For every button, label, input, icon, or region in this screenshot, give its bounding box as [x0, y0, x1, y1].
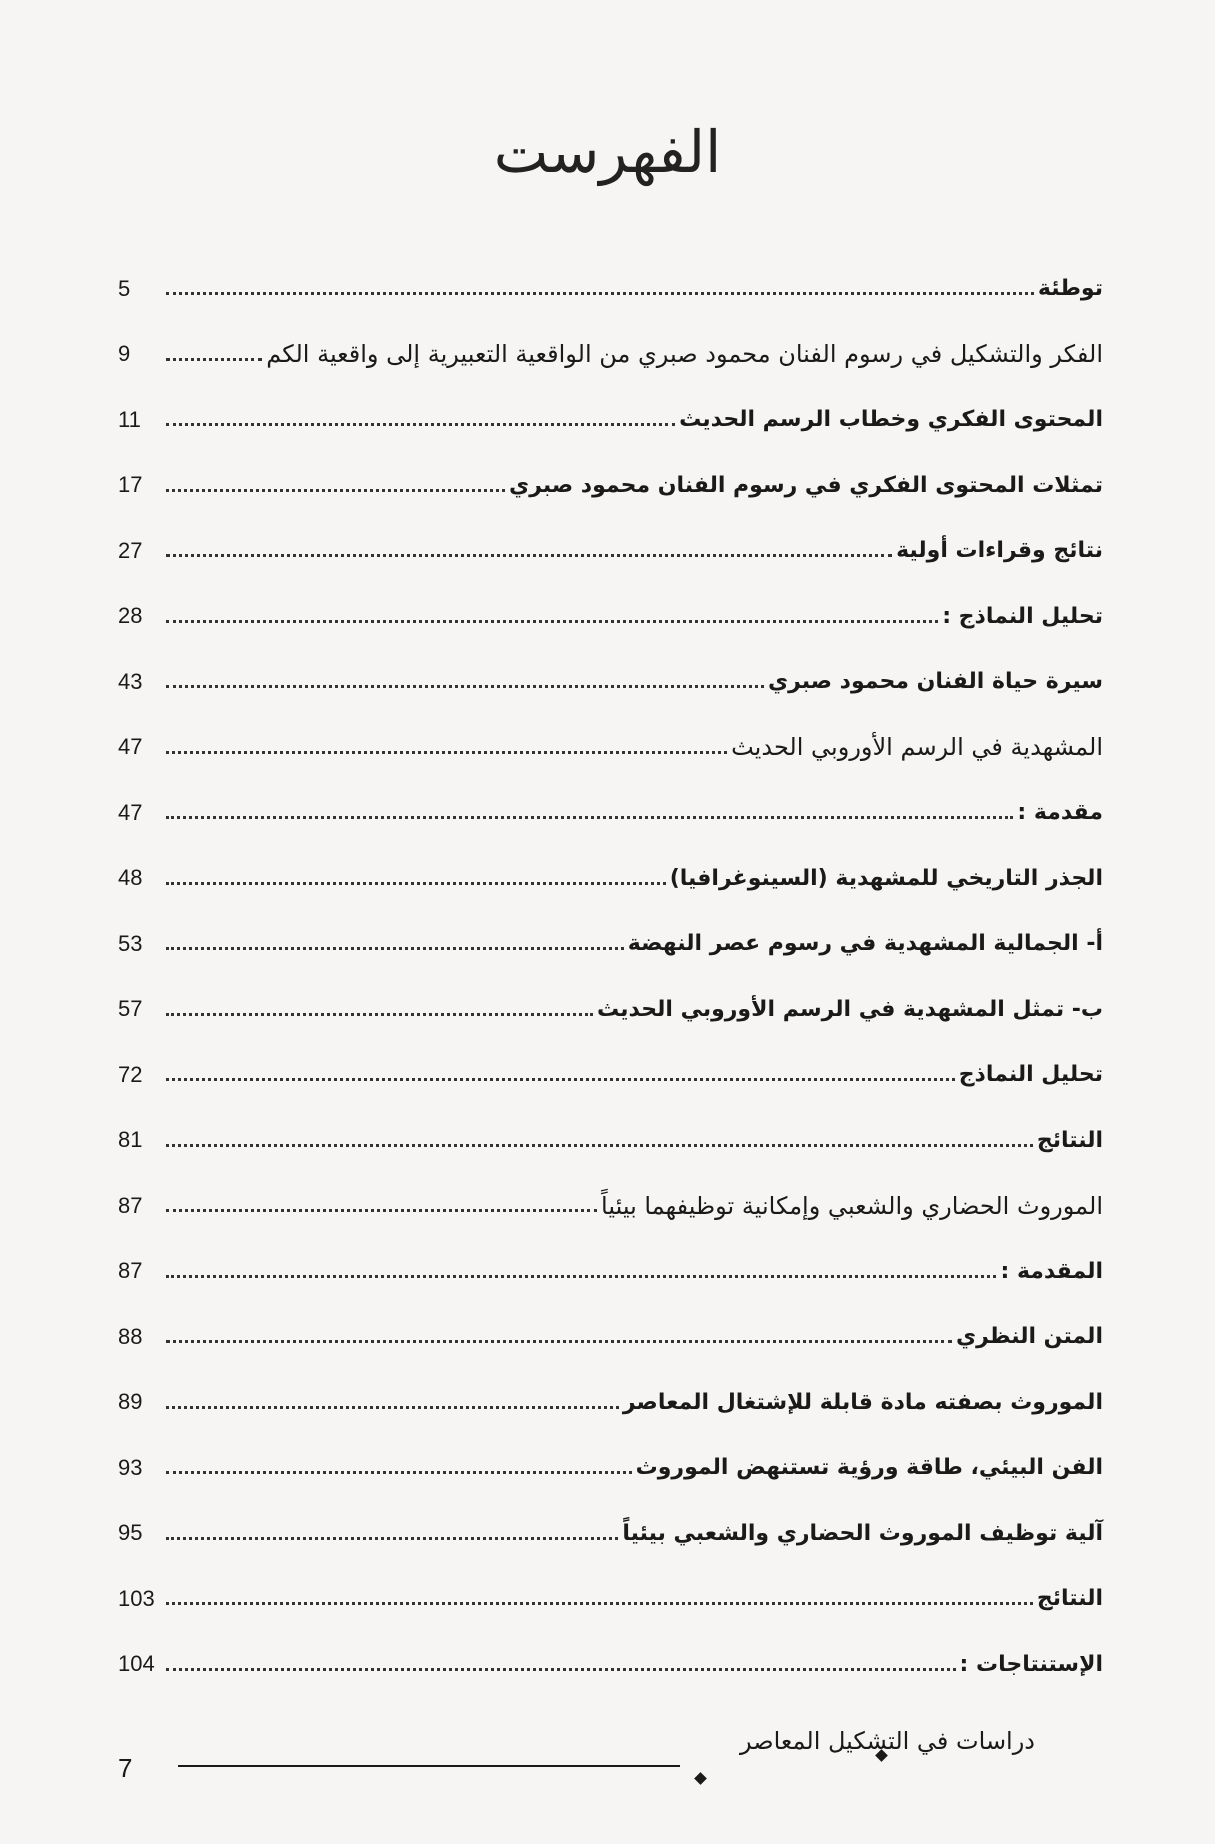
toc-dot-leader — [166, 554, 892, 557]
toc-page-number: 9 — [118, 341, 131, 367]
toc-page-number: 88 — [118, 1323, 143, 1349]
toc-dot-leader — [166, 620, 938, 623]
toc-dot-leader — [166, 423, 675, 426]
toc-page-number: 93 — [118, 1454, 143, 1480]
toc-row — [118, 977, 1103, 1043]
toc-entry-title: المحتوى الفكري وخطاب الرسم الحديث — [679, 407, 1103, 433]
toc-row — [118, 1370, 1103, 1436]
toc-dot-leader — [166, 1406, 619, 1409]
toc-entry-title: المقدمة : — [1000, 1258, 1103, 1284]
toc-page-number: 103 — [118, 1585, 155, 1611]
toc-dot-leader — [166, 1275, 996, 1278]
toc-page-number: 47 — [118, 734, 143, 760]
toc-page-number: 89 — [118, 1389, 143, 1415]
footer — [0, 1727, 1215, 1787]
toc-row — [118, 1173, 1103, 1239]
footer-rule — [178, 1765, 680, 1767]
page-title: الفهرست — [493, 118, 722, 186]
toc-page-number: 5 — [118, 275, 131, 301]
toc-row — [118, 1108, 1103, 1174]
toc-row — [118, 256, 1103, 322]
page-number: 7 — [118, 1753, 133, 1783]
toc-row — [118, 1632, 1103, 1698]
toc-entry-title: المشهدية في الرسم الأوروبي الحديث — [731, 733, 1103, 762]
toc-row — [118, 715, 1103, 781]
toc-entry-title: الإستنتاجات : — [959, 1651, 1103, 1677]
toc-page-number: 87 — [118, 1258, 143, 1284]
toc-row — [118, 387, 1103, 453]
toc-entry-title: النتائج — [1036, 1586, 1103, 1612]
footer-diamond-icon — [694, 1772, 707, 1785]
toc-dot-leader — [166, 685, 764, 688]
toc-entry-title: سيرة حياة الفنان محمود صبري — [767, 669, 1103, 695]
toc-row — [118, 1435, 1103, 1501]
toc-row — [118, 322, 1103, 388]
toc-row — [118, 846, 1103, 912]
toc-row — [118, 518, 1103, 584]
toc-page-number: 57 — [118, 996, 143, 1022]
toc-entry-title: الموروث بصفته مادة قابلة للإشتغال المعاصر — [622, 1389, 1103, 1415]
toc-row — [118, 453, 1103, 519]
toc-dot-leader — [166, 489, 505, 492]
toc-row — [118, 780, 1103, 846]
toc-row — [118, 1566, 1103, 1632]
toc-entry-title: تمثلات المحتوى الفكري في رسوم الفنان محمود صبري — [509, 472, 1103, 498]
toc-entry-title: تحليل النماذج — [958, 1062, 1103, 1088]
toc-page-number: 87 — [118, 1192, 143, 1218]
toc-entry-title: توطئة — [1037, 276, 1103, 302]
toc-dot-leader — [166, 1668, 956, 1671]
toc-entry-title: آلية توظيف الموروث الحضاري والشعبي بيئياً — [622, 1520, 1103, 1546]
toc-row — [118, 584, 1103, 650]
toc-entry-title: المتن النظري — [955, 1324, 1103, 1350]
toc-dot-leader — [166, 1078, 955, 1081]
toc-dot-leader — [166, 1537, 618, 1540]
toc-page-number: 27 — [118, 537, 143, 563]
toc-row — [118, 1304, 1103, 1370]
toc-entry-title: الجذر التاريخي للمشهدية (السينوغرافيا) — [669, 865, 1103, 891]
toc-entry-title: مقدمة : — [1017, 800, 1103, 826]
toc-dot-leader — [166, 816, 1013, 819]
toc-dot-leader — [166, 1144, 1033, 1147]
toc-dot-leader — [166, 882, 666, 885]
table-of-contents — [118, 256, 1103, 1697]
toc-page-number: 28 — [118, 603, 143, 629]
toc-page-number: 11 — [118, 406, 141, 432]
toc-row — [118, 1239, 1103, 1305]
toc-dot-leader — [166, 947, 624, 950]
toc-page-number: 81 — [118, 1127, 143, 1153]
toc-dot-leader — [166, 1013, 593, 1016]
toc-row — [118, 1501, 1103, 1567]
toc-dot-leader — [166, 1340, 952, 1343]
toc-entry-title: أ- الجمالية المشهدية في رسوم عصر النهضة — [627, 931, 1103, 957]
toc-page-number: 47 — [118, 799, 143, 825]
toc-entry-title: الفن البيئي، طاقة ورؤية تستنهض الموروث — [635, 1455, 1103, 1481]
toc-entry-title: النتائج — [1036, 1127, 1103, 1153]
footer-book-title: دراسات في التشكيل المعاصر — [740, 1727, 1035, 1755]
toc-entry-title: نتائج وقراءات أولية — [896, 538, 1103, 564]
toc-entry-title: ب- تمثل المشهدية في الرسم الأوروبي الحديث — [597, 996, 1103, 1022]
toc-page-number: 72 — [118, 1061, 143, 1087]
toc-entry-title: تحليل النماذج : — [942, 603, 1103, 629]
toc-dot-leader — [166, 1471, 632, 1474]
toc-row — [118, 1042, 1103, 1108]
toc-row — [118, 649, 1103, 715]
toc-page-number: 43 — [118, 668, 143, 694]
toc-dot-leader — [166, 751, 727, 754]
toc-dot-leader — [166, 1602, 1033, 1605]
toc-page-number: 48 — [118, 865, 143, 891]
toc-dot-leader — [166, 358, 262, 361]
toc-page-number: 53 — [118, 930, 143, 956]
toc-entry-title: الفكر والتشكيل في رسوم الفنان محمود صبري من الواقعية التعبيرية إلى واقعية الكم — [266, 340, 1103, 369]
toc-page-number: 17 — [118, 472, 143, 498]
toc-page-number: 104 — [118, 1651, 155, 1677]
toc-dot-leader — [166, 1209, 597, 1212]
toc-entry-title: الموروث الحضاري والشعبي وإمكانية توظيفهما بيئياً — [601, 1191, 1103, 1220]
toc-row — [118, 911, 1103, 977]
toc-page-number: 95 — [118, 1520, 143, 1546]
toc-dot-leader — [166, 292, 1034, 295]
